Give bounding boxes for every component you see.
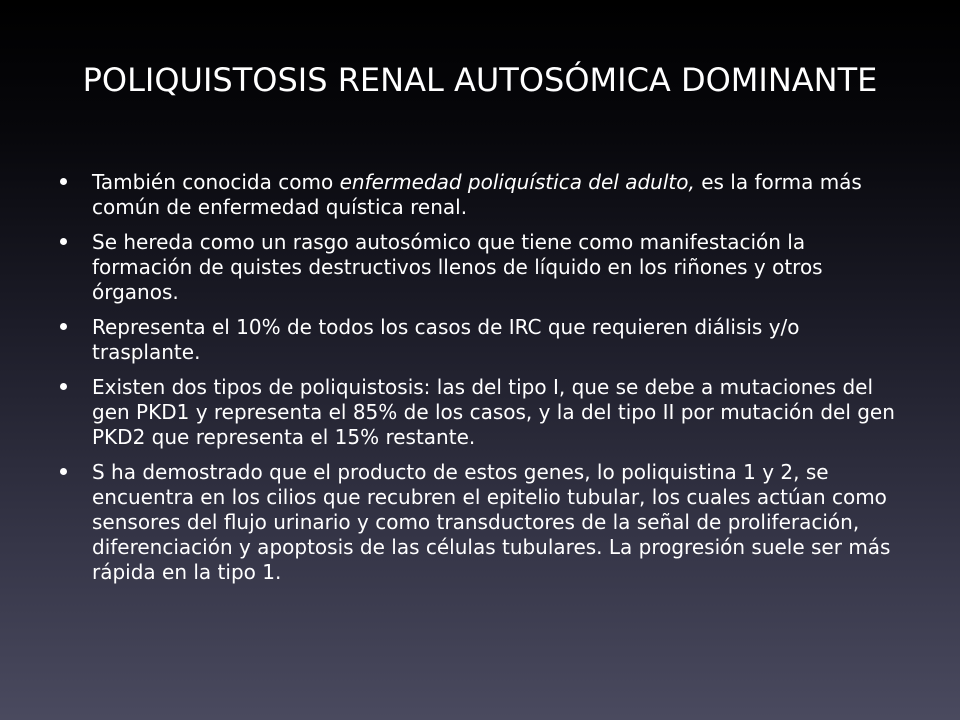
bullet-text-after: es la forma más común de enfermedad quística renal. bbox=[92, 170, 862, 219]
bullet-text: Se hereda como un rasgo autosómico que tiene como manifestación la formación de quistes destructivos llenos de líquido en los riñones y otros órganos. bbox=[92, 230, 823, 304]
bullet-item bbox=[60, 230, 905, 305]
bullet-dot-icon bbox=[60, 238, 67, 245]
bullet-list bbox=[60, 170, 905, 595]
bullet-item bbox=[60, 460, 905, 585]
bullet-dot-icon bbox=[60, 178, 67, 185]
bullet-text: Existen dos tipos de poliquistosis: las del tipo I, que se debe a mutaciones del gen PKD1 y representa el 85% de los casos, y la del tipo II por mutación del gen PKD2 que representa el 15% restante. bbox=[92, 375, 895, 449]
bullet-dot-icon bbox=[60, 323, 67, 330]
bullet-text: Representa el 10% de todos los casos de IRC que requieren diálisis y/o trasplante. bbox=[92, 315, 800, 364]
bullet-text-before: También conocida como bbox=[92, 170, 340, 194]
bullet-text: S ha demostrado que el producto de estos genes, lo poliquistina 1 y 2, se encuentra en los cilios que recubren el epitelio tubular, los cuales actúan como sensores del flujo urinario y como transductores de la señal de proliferación, diferenciación y apoptosis de las células tubulares. La progresión suele ser más rápida en la tipo 1. bbox=[92, 460, 891, 584]
bullet-item bbox=[60, 170, 905, 220]
bullet-text-italic: enfermedad poliquística del adulto, bbox=[339, 170, 695, 194]
bullet-dot-icon bbox=[60, 383, 67, 390]
bullet-item bbox=[60, 375, 905, 450]
bullet-dot-icon bbox=[60, 468, 67, 475]
slide-title: POLIQUISTOSIS RENAL AUTOSÓMICA DOMINANTE bbox=[82, 61, 878, 99]
bullet-item bbox=[60, 315, 905, 365]
